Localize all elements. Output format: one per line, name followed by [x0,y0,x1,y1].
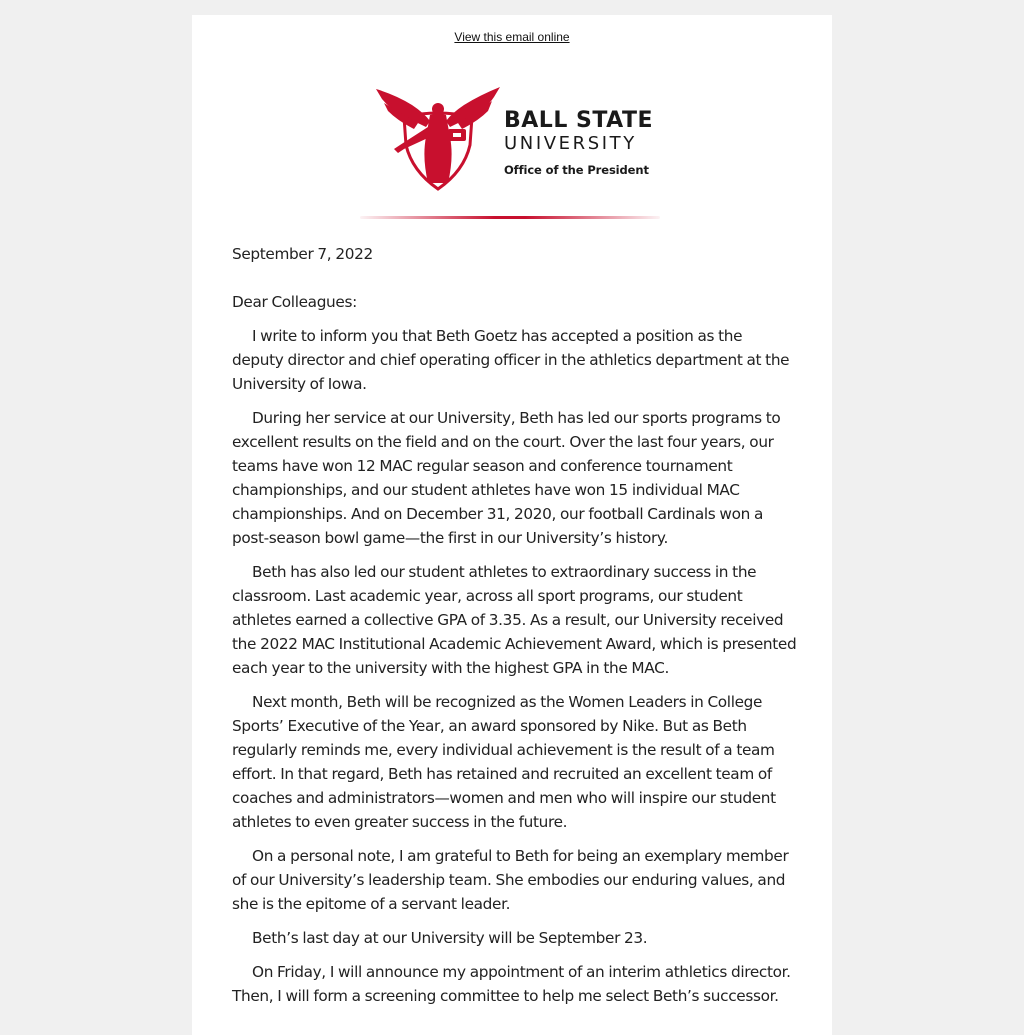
paragraph: Next month, Beth will be recognized as the Women Leaders in College Sports’ Executive of the Year, an award sponsored by Nike. But as Beth regularly reminds me, every individual achievement is the result of a team effort. In that regard, Beth has retained and recruited an excellent team of coaches and administrators—women and men who will inspire our student athletes to even greater success in the future. [232,693,776,831]
salutation: Dear Colleagues: [232,293,357,311]
view-email-online-link[interactable]: View this email online [454,30,570,44]
letter-date: September 7, 2022 [232,245,373,263]
cardinal-shield-icon [374,87,502,191]
paragraph: On Friday, I will announce my appointment of an interim athletics director. Then, I will form a screening committee to help me select Beth’s successor. [232,963,791,1005]
paragraph: I write to inform you that Beth Goetz has accepted a position as the deputy director and chief operating officer in the athletics department at the University of Iowa. [232,327,790,393]
university-name-line2: UNIVERSITY [504,133,637,154]
office-name: Office of the President [504,163,649,177]
wordmark [504,109,653,177]
university-name-line1: BALL STATE [504,108,653,133]
letter-body [232,242,797,1018]
paragraph: During her service at our University, Beth has led our sports programs to excellent results on the field and on the court. Over the last four years, our teams have won 12 MAC regular season and conference tournament championships, and our student athletes have won 15 individual MAC championships. And on December 31, 2020, our football Cardinals won a post-season bowl game—the first in our University’s history. [232,409,781,547]
paragraph: Beth has also led our student athletes to extraordinary success in the classroom. Last academic year, across all sport programs, our student athletes earned a collective GPA of 3.35. As a result, our University received the 2022 MAC Institutional Academic Achievement Award, which is presented each year to the university with the highest GPA in the MAC. [232,563,797,677]
paragraph: Beth’s last day at our University will be September 23. [252,929,648,947]
ball-state-logo [372,85,662,197]
header-divider [360,216,660,219]
email-card [192,15,832,1035]
paragraph: On a personal note, I am grateful to Beth for being an exemplary member of our University’s leadership team. She embodies our enduring values, and she is the epitome of a servant leader. [232,847,789,913]
